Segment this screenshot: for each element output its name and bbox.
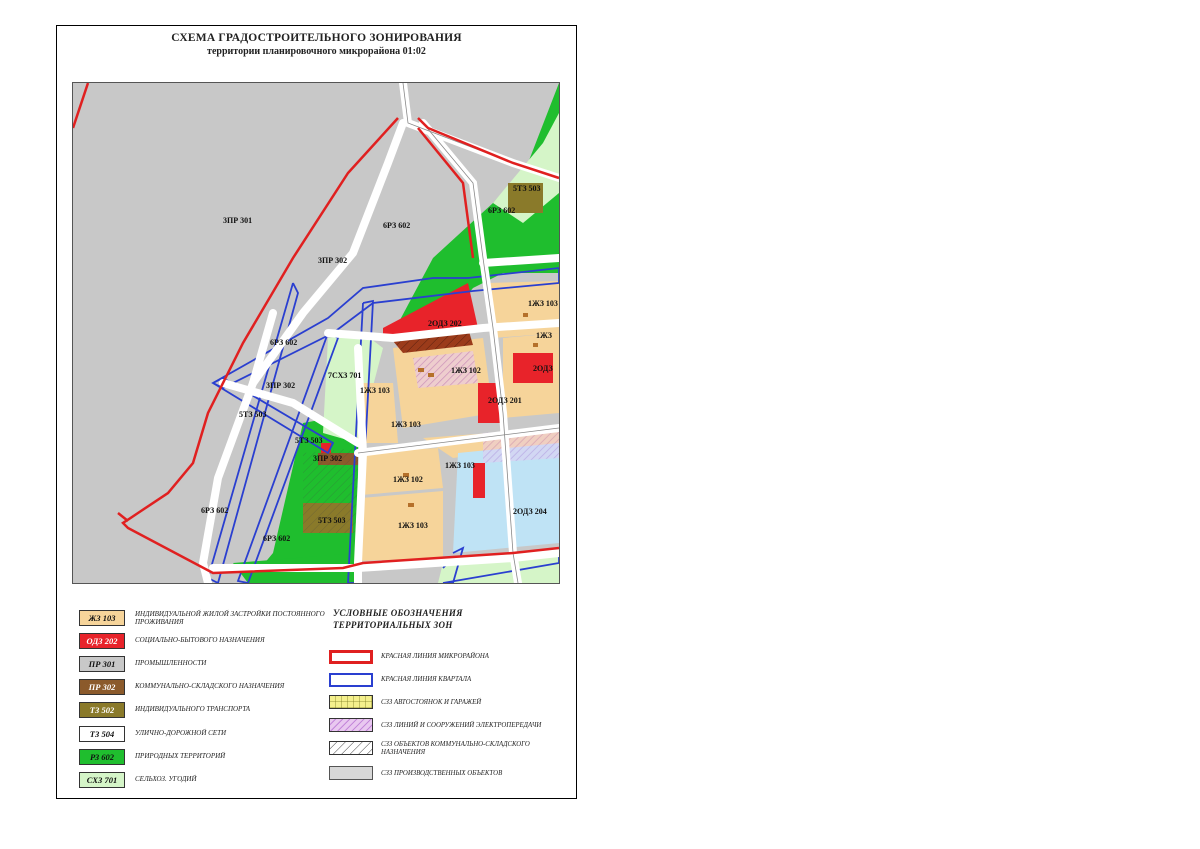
legend-desc: ИНДИВИДУАЛЬНОГО ТРАНСПОРТА <box>135 705 251 713</box>
legend-desc: ПРОМЫШЛЕННОСТИ <box>135 659 207 667</box>
legend-desc: ПРИРОДНЫХ ТЕРРИТОРИЙ <box>135 752 226 760</box>
label-1zhz102-a: 1ЖЗ 102 <box>451 366 481 375</box>
label-6rz602-c: 6РЗ 602 <box>270 338 298 347</box>
label-2odz-east: 2ОДЗ <box>533 364 553 373</box>
map-subtitle: территории планировочного микрорайона 01:02 <box>207 46 426 57</box>
label-3pr301: 3ПР 301 <box>223 216 253 225</box>
label-5tz503-a: 5ТЗ 503 <box>513 184 541 193</box>
label-2odz204: 2ОДЗ 204 <box>513 507 547 516</box>
label-5tz503-d: 5ТЗ 503 <box>318 516 346 525</box>
legend-desc: СЗЗ ЛИНИЙ И СООРУЖЕНИЙ ЭЛЕКТРОПЕРЕДАЧИ <box>381 722 542 729</box>
legend-swatch: ТЗ 502 <box>79 702 125 718</box>
legend-swatch: СХЗ 701 <box>79 772 125 788</box>
label-1zhz103-a: 1ЖЗ 103 <box>528 299 558 308</box>
label-5tz503-c: 5ТЗ 503 <box>295 436 323 445</box>
map-title: СХЕМА ГРАДОСТРОИТЕЛЬНОГО ЗОНИРОВАНИЯ <box>171 32 462 44</box>
legend-desc: ИНДИВИДУАЛЬНОЙ ЖИЛОЙ ЗАСТРОЙКИ ПОСТОЯННОГО ПРОЖИВАНИЯ <box>135 610 325 626</box>
legend-desc: СЗЗ ОБЪЕКТОВ КОММУНАЛЬНО-СКЛАДСКОГО НАЗНАЧЕНИЯ <box>381 741 530 756</box>
label-7shz701: 7СХЗ 701 <box>328 371 362 380</box>
blue-line-swatch <box>329 673 373 687</box>
legend-swatch: ПР 302 <box>79 679 125 695</box>
legend-desc: КОММУНАЛЬНО-СКЛАДСКОГО НАЗНАЧЕНИЯ <box>135 682 285 690</box>
label-2odz202: 2ОДЗ 202 <box>428 319 462 328</box>
legend-swatch: ОДЗ 202 <box>79 633 125 649</box>
zoning-map-svg <box>73 83 559 583</box>
label-1zhz102-b: 1ЖЗ 102 <box>393 475 423 484</box>
label-3pr302-a: 3ПР 302 <box>318 256 348 265</box>
legend-desc: УЛИЧНО-ДОРОЖНОЙ СЕТИ <box>135 729 227 737</box>
legend-swatch: РЗ 602 <box>79 749 125 765</box>
legend-swatch: ТЗ 504 <box>79 726 125 742</box>
label-1zhz103-d: 1ЖЗ 103 <box>445 461 475 470</box>
label-5tz503-b: 5ТЗ 503 <box>239 410 267 419</box>
label-1zhz103-c: 1ЖЗ 103 <box>391 420 421 429</box>
label-6rz602-d: 6РЗ 602 <box>201 506 229 515</box>
label-1zhz-east: 1ЖЗ <box>536 331 552 340</box>
legend-swatch: ЖЗ 103 <box>79 610 125 626</box>
legend-subtitle: ТЕРРИТОРИАЛЬНЫХ ЗОН <box>333 620 453 630</box>
red-line-swatch <box>329 650 373 664</box>
label-3pr302-b: 3ПР 302 <box>266 381 296 390</box>
label-1zhz103-e: 1ЖЗ 103 <box>398 521 428 530</box>
purple-hatch-swatch <box>329 718 373 732</box>
legend-title: УСЛОВНЫЕ ОБОЗНАЧЕНИЯ <box>333 608 463 618</box>
legend-desc: СЗЗ АВТОСТОЯНОК И ГАРАЖЕЙ <box>381 699 482 706</box>
legend-desc: КРАСНАЯ ЛИНИЯ МИКРОРАЙОНА <box>381 653 489 660</box>
zoning-map[interactable] <box>72 82 560 584</box>
legend-desc: СОЦИАЛЬНО-БЫТОВОГО НАЗНАЧЕНИЯ <box>135 636 265 644</box>
grey-box-swatch <box>329 766 373 780</box>
legend-desc: СЗЗ ПРОИЗВОДСТВЕННЫХ ОБЪЕКТОВ <box>381 770 503 777</box>
label-2odz201: 2ОДЗ 201 <box>488 396 522 405</box>
yellow-grid-swatch <box>329 695 373 709</box>
label-3pr302-c: 3ПР 302 <box>313 454 343 463</box>
legend-desc: СЕЛЬХОЗ. УГОДИЙ <box>135 775 197 783</box>
label-6rz602-b: 6РЗ 602 <box>488 206 516 215</box>
black-hatch-swatch <box>329 741 373 755</box>
legend-swatch: ПР 301 <box>79 656 125 672</box>
map-sheet <box>56 25 577 799</box>
legend-desc: КРАСНАЯ ЛИНИЯ КВАРТАЛА <box>381 676 472 683</box>
label-1zhz103-b: 1ЖЗ 103 <box>360 386 390 395</box>
label-6rz602-a: 6РЗ 602 <box>383 221 411 230</box>
label-6rz602-e: 6РЗ 602 <box>263 534 291 543</box>
